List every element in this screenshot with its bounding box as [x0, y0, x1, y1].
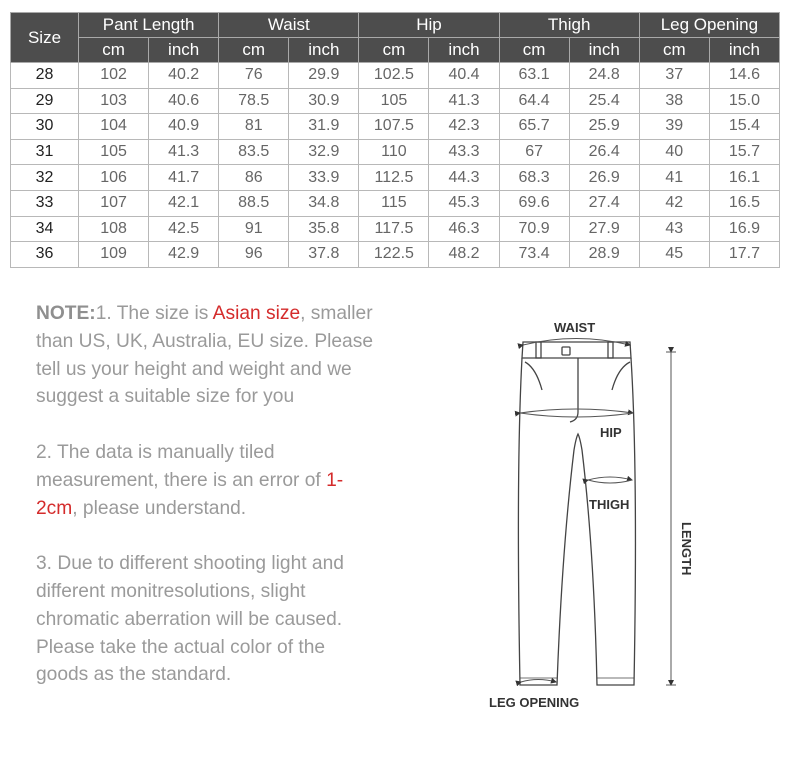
measurement-cell: 70.9	[499, 216, 569, 242]
measurement-cell: 27.4	[569, 190, 639, 216]
hip-measure-marker	[520, 409, 633, 417]
measurement-cell: 104	[79, 114, 149, 140]
waist-header: Waist	[219, 13, 359, 38]
leg-opening-label: LEG OPENING	[489, 695, 580, 710]
note-label: NOTE:	[36, 303, 96, 324]
table-row	[11, 139, 780, 165]
measurement-cell: 45.3	[429, 190, 499, 216]
unit-cm-header: cm	[359, 38, 429, 63]
unit-cm-header: cm	[219, 38, 289, 63]
measurement-cell: 86	[219, 165, 289, 191]
measurement-cell: 42.3	[429, 114, 499, 140]
length-label: LENGTH	[679, 522, 694, 576]
measurement-cell: 14.6	[709, 63, 779, 89]
measurement-cell: 40	[639, 139, 709, 165]
note-2-highlight: 1-2cm	[36, 469, 344, 519]
measurement-cell: 83.5	[219, 139, 289, 165]
measurement-cell: 108	[79, 216, 149, 242]
table-row	[11, 165, 780, 191]
unit-cm-header: cm	[499, 38, 569, 63]
measurement-cell: 88.5	[219, 190, 289, 216]
note-1-highlight: Asian size	[212, 303, 301, 324]
thigh-measure-marker	[588, 477, 632, 483]
size-cell: 28	[11, 63, 79, 89]
size-cell: 31	[11, 139, 79, 165]
measurement-cell: 105	[79, 139, 149, 165]
measurement-cell: 40.4	[429, 63, 499, 89]
note-2-text-b: , please understand.	[72, 497, 247, 519]
leg-opening-header: Leg Opening	[639, 13, 779, 38]
measurement-cell: 112.5	[359, 165, 429, 191]
measurement-cell: 41.3	[149, 139, 219, 165]
measurement-cell: 45	[639, 242, 709, 268]
thigh-header: Thigh	[499, 13, 639, 38]
measurement-cell: 122.5	[359, 242, 429, 268]
measurement-cell: 68.3	[499, 165, 569, 191]
waist-label: WAIST	[554, 320, 596, 335]
measurement-cell: 44.3	[429, 165, 499, 191]
measurement-cell: 46.3	[429, 216, 499, 242]
measurement-cell: 42	[639, 190, 709, 216]
measurement-cell: 34.8	[289, 190, 359, 216]
unit-inch-header: inch	[569, 38, 639, 63]
measurement-cell: 91	[219, 216, 289, 242]
notes-section	[36, 300, 376, 717]
measurement-cell: 38	[639, 88, 709, 114]
measurement-cell: 41	[639, 165, 709, 191]
table-unit-header-row	[11, 38, 780, 63]
measurement-cell: 24.8	[569, 63, 639, 89]
measurement-cell: 117.5	[359, 216, 429, 242]
leg-opening-measure-marker	[521, 680, 556, 683]
measurement-cell: 109	[79, 242, 149, 268]
measurement-cell: 76	[219, 63, 289, 89]
size-cell: 29	[11, 88, 79, 114]
measurement-cell: 48.2	[429, 242, 499, 268]
measurement-cell: 69.6	[499, 190, 569, 216]
note-3-text: 3. Due to different shooting light and different monitresolutions, slight chromatic aberration will be caused. Please take the actual color of the goods as the standard.	[36, 553, 344, 686]
measurement-cell: 81	[219, 114, 289, 140]
hip-label: HIP	[600, 425, 622, 440]
measurement-cell: 110	[359, 139, 429, 165]
measurement-cell: 115	[359, 190, 429, 216]
measurement-cell: 103	[79, 88, 149, 114]
measurement-cell: 40.2	[149, 63, 219, 89]
measurement-cell: 31.9	[289, 114, 359, 140]
measurement-cell: 15.7	[709, 139, 779, 165]
measurement-cell: 65.7	[499, 114, 569, 140]
measurement-cell: 29.9	[289, 63, 359, 89]
measurement-cell: 96	[219, 242, 289, 268]
measurement-cell: 39	[639, 114, 709, 140]
measurement-cell: 42.9	[149, 242, 219, 268]
measurement-cell: 17.7	[709, 242, 779, 268]
measurement-cell: 40.6	[149, 88, 219, 114]
measurement-cell: 43	[639, 216, 709, 242]
unit-inch-header: inch	[709, 38, 779, 63]
size-chart-body	[11, 63, 780, 268]
measurement-cell: 32.9	[289, 139, 359, 165]
pants-measurement-diagram	[470, 310, 730, 720]
measurement-cell: 102	[79, 63, 149, 89]
size-chart-table	[10, 12, 780, 268]
size-cell: 33	[11, 190, 79, 216]
note-1-text-a: 1. The size is	[95, 303, 213, 324]
unit-inch-header: inch	[149, 38, 219, 63]
measurement-cell: 26.9	[569, 165, 639, 191]
table-row	[11, 190, 780, 216]
measurement-cell: 40.9	[149, 114, 219, 140]
unit-inch-header: inch	[429, 38, 499, 63]
note-1-text-b: , smaller than US, UK, Australia, EU size. Please tell us your height and weight and we suggest a suitable size for you	[36, 303, 373, 408]
measurement-cell: 26.4	[569, 139, 639, 165]
measurement-cell: 107.5	[359, 114, 429, 140]
table-row	[11, 242, 780, 268]
measurement-cell: 33.9	[289, 165, 359, 191]
unit-cm-header: cm	[79, 38, 149, 63]
measurement-cell: 107	[79, 190, 149, 216]
note-2	[36, 439, 376, 522]
size-cell: 30	[11, 114, 79, 140]
measurement-cell: 37.8	[289, 242, 359, 268]
measurement-cell: 78.5	[219, 88, 289, 114]
size-cell: 36	[11, 242, 79, 268]
thigh-label: THIGH	[589, 497, 630, 512]
unit-cm-header: cm	[639, 38, 709, 63]
size-cell: 34	[11, 216, 79, 242]
hip-header: Hip	[359, 13, 499, 38]
measurement-cell: 16.5	[709, 190, 779, 216]
measurement-cell: 35.8	[289, 216, 359, 242]
size-column-header: Size	[11, 13, 79, 63]
measurement-cell: 43.3	[429, 139, 499, 165]
table-row	[11, 114, 780, 140]
measurement-cell: 16.9	[709, 216, 779, 242]
measurement-cell: 67	[499, 139, 569, 165]
measurement-cell: 16.1	[709, 165, 779, 191]
note-3	[36, 550, 376, 689]
measurement-cell: 106	[79, 165, 149, 191]
table-row	[11, 88, 780, 114]
table-row	[11, 216, 780, 242]
measurement-cell: 63.1	[499, 63, 569, 89]
unit-inch-header: inch	[289, 38, 359, 63]
measurement-cell: 41.3	[429, 88, 499, 114]
measurement-cell: 73.4	[499, 242, 569, 268]
measurement-cell: 28.9	[569, 242, 639, 268]
measurement-cell: 25.4	[569, 88, 639, 114]
measurement-cell: 15.0	[709, 88, 779, 114]
length-dimension-line	[666, 352, 676, 685]
measurement-cell: 15.4	[709, 114, 779, 140]
table-row	[11, 63, 780, 89]
table-group-header-row	[11, 13, 780, 38]
measurement-cell: 30.9	[289, 88, 359, 114]
measurement-cell: 102.5	[359, 63, 429, 89]
measurement-cell: 37	[639, 63, 709, 89]
measurement-cell: 64.4	[499, 88, 569, 114]
measurement-cell: 27.9	[569, 216, 639, 242]
note-2-text-a: 2. The data is manually tiled measurement, there is an error of	[36, 441, 327, 491]
size-cell: 32	[11, 165, 79, 191]
measurement-cell: 42.1	[149, 190, 219, 216]
measurement-cell: 41.7	[149, 165, 219, 191]
measurement-cell: 105	[359, 88, 429, 114]
pants-outline-icon	[518, 342, 635, 685]
measurement-cell: 25.9	[569, 114, 639, 140]
note-1	[36, 300, 376, 411]
measurement-cell: 42.5	[149, 216, 219, 242]
pant-length-header: Pant Length	[79, 13, 219, 38]
